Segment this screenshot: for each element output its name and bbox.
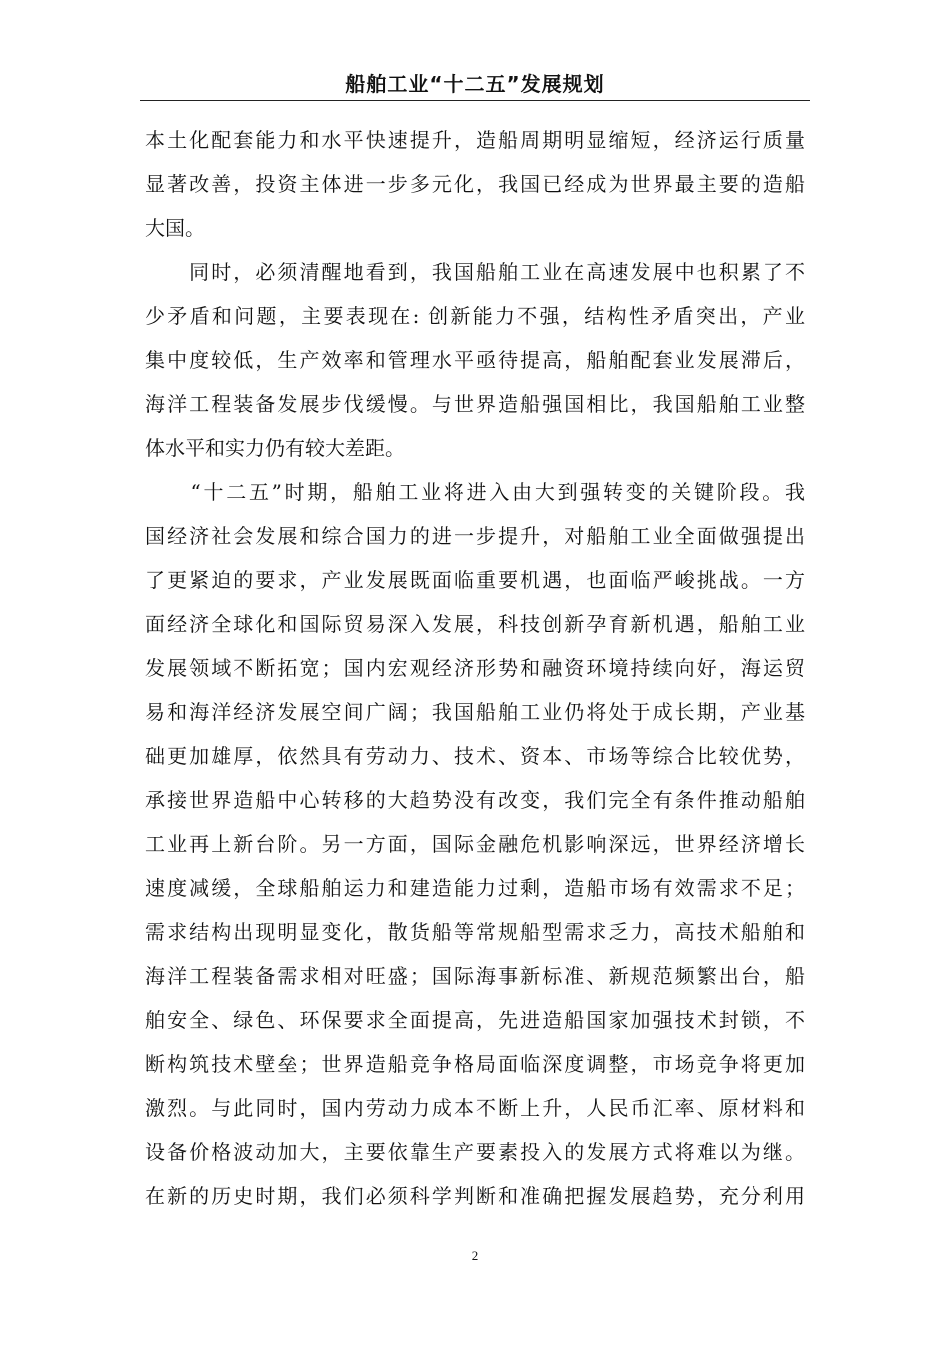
text-line: 了更紧迫的要求，产业发展既面临重要机遇，也面临严峻挑战。一方: [145, 568, 805, 592]
text-line: 本土化配套能力和水平快速提升，造船周期明显缩短，经济运行质量: [145, 128, 805, 152]
text-line: 断构筑技术壁垒；世界造船竞争格局面临深度调整，市场竞争将更加: [145, 1052, 805, 1076]
text-line: “十二五”时期，船舶工业将进入由大到强转变的关键阶段。我: [145, 480, 805, 504]
text-line: 显著改善，投资主体进一步多元化，我国已经成为世界最主要的造船: [145, 172, 805, 196]
text-line: 面经济全球化和国际贸易深入发展，科技创新孕育新机遇，船舶工业: [145, 612, 805, 636]
text-line: 础更加雄厚，依然具有劳动力、技术、资本、市场等综合比较优势，: [145, 744, 805, 768]
text-line: 工业再上新台阶。另一方面，国际金融危机影响深远，世界经济增长: [145, 832, 805, 856]
text-line: 大国。: [145, 216, 205, 240]
text-line: 集中度较低，生产效率和管理水平亟待提高，船舶配套业发展滞后，: [145, 348, 805, 372]
text-line: 承接世界造船中心转移的大趋势没有改变，我们完全有条件推动船舶: [145, 788, 805, 812]
text-line: 易和海洋经济发展空间广阔；我国船舶工业仍将处于成长期，产业基: [145, 700, 805, 724]
text-line: 激烈。与此同时，国内劳动力成本不断上升，人民币汇率、原材料和: [145, 1096, 805, 1120]
text-line: 体水平和实力仍有较大差距。: [145, 436, 405, 460]
text-line: 设备价格波动加大，主要依靠生产要素投入的发展方式将难以为继。: [145, 1140, 805, 1164]
text-line: 海洋工程装备发展步伐缓慢。与世界造船强国相比，我国船舶工业整: [145, 392, 805, 416]
text-line: 发展领域不断拓宽；国内宏观经济形势和融资环境持续向好，海运贸: [145, 656, 805, 680]
text-line: 速度减缓，全球船舶运力和建造能力过剩，造船市场有效需求不足；: [145, 876, 805, 900]
text-line: 在新的历史时期，我们必须科学判断和准确把握发展趋势，充分利用: [145, 1184, 805, 1208]
page-number: 2: [471, 1248, 479, 1263]
text-line: 海洋工程装备需求相对旺盛；国际海事新标准、新规范频繁出台，船: [145, 964, 805, 988]
header-divider: [140, 100, 810, 101]
text-line: 舶安全、绿色、环保要求全面提高，先进造船国家加强技术封锁，不: [145, 1008, 805, 1032]
text-line: 国经济社会发展和综合国力的进一步提升，对船舶工业全面做强提出: [145, 524, 805, 548]
text-line: 同时，必须清醒地看到，我国船舶工业在高速发展中也积累了不: [145, 260, 805, 284]
page-header-title: 船舶工业“十二五”发展规划: [345, 72, 605, 96]
text-line: 需求结构出现明显变化，散货船等常规船型需求乏力，高技术船舶和: [145, 920, 805, 944]
text-line: 少矛盾和问题，主要表现在: 创新能力不强，结构性矛盾突出，产业: [145, 304, 805, 328]
